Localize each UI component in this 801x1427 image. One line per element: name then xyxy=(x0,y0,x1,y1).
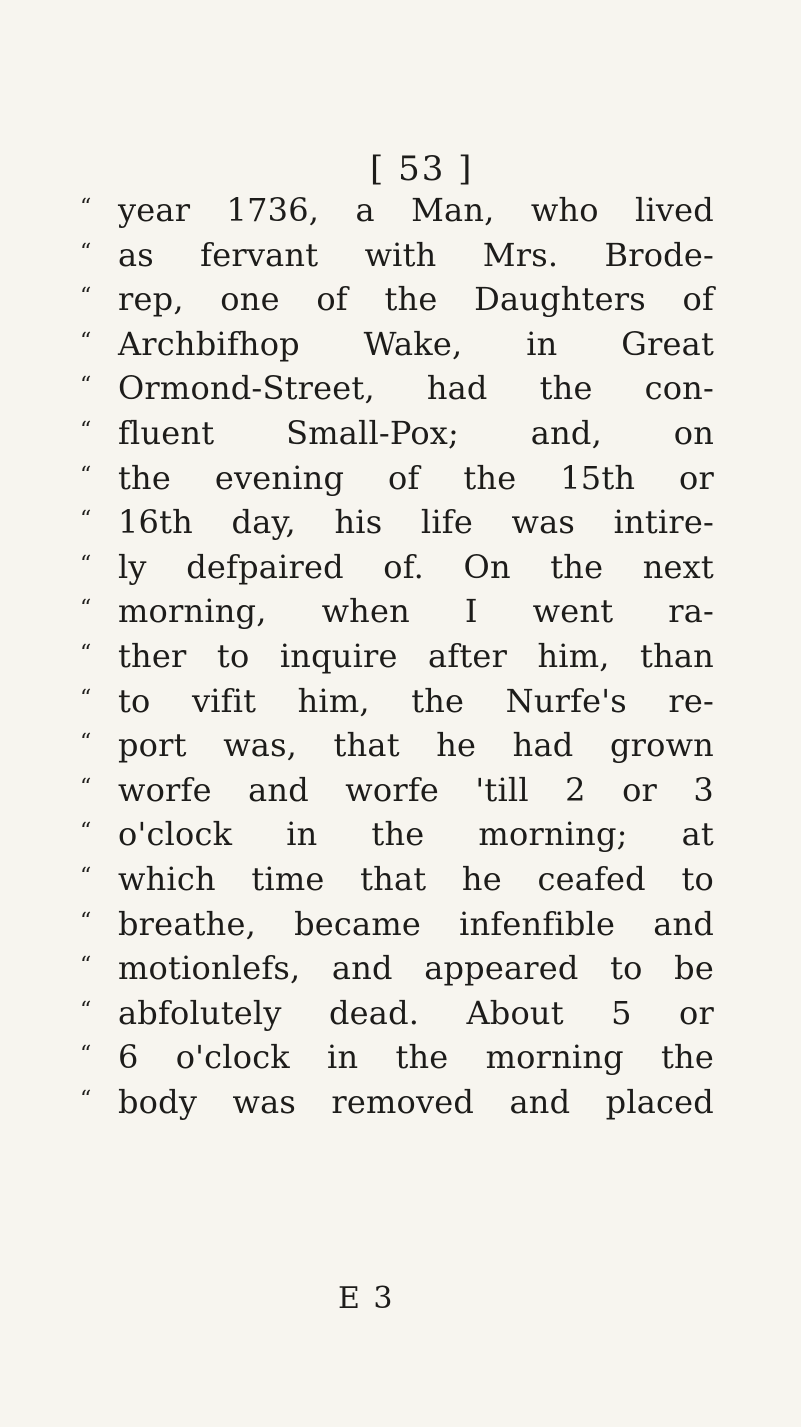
text-line xyxy=(80,1035,720,1080)
line-text: motionlefs, and appeared to be xyxy=(118,949,714,988)
text-line xyxy=(80,589,720,634)
line-text: 6 o'clock in the morning the xyxy=(118,1038,714,1077)
quote-mark: “ xyxy=(80,819,92,845)
quote-mark: “ xyxy=(80,997,92,1023)
quote-mark: “ xyxy=(80,239,92,265)
quote-mark: “ xyxy=(80,284,92,310)
line-text: abfolutely dead. About 5 or xyxy=(118,993,714,1032)
text-line xyxy=(80,634,720,679)
line-text: ly defpaired of. On the next xyxy=(118,547,714,586)
quote-mark: “ xyxy=(80,1086,92,1112)
quote-mark: “ xyxy=(80,1042,92,1068)
line-text: year 1736, a Man, who lived xyxy=(118,191,714,229)
quote-mark: “ xyxy=(80,195,92,220)
text-line xyxy=(80,902,720,947)
text-line xyxy=(80,456,720,501)
quote-mark: “ xyxy=(80,953,92,979)
line-text: body was removed and placed xyxy=(118,1082,714,1121)
text-line xyxy=(80,991,720,1036)
line-text: to vifit him, the Nurfe's re- xyxy=(118,681,714,720)
quote-mark: “ xyxy=(80,596,92,622)
quote-mark: “ xyxy=(80,640,92,666)
quote-mark: “ xyxy=(80,863,92,889)
line-text: o'clock in the morning; at xyxy=(118,815,714,854)
signature-mark: E 3 xyxy=(338,1281,395,1316)
text-line xyxy=(80,411,720,456)
line-text: Ormond-Street, had the con- xyxy=(118,369,714,408)
line-text: breathe, became infenfible and xyxy=(118,904,714,943)
line-text: which time that he ceafed to xyxy=(118,859,714,898)
quote-mark: “ xyxy=(80,507,92,533)
body-text xyxy=(80,188,720,1124)
text-line xyxy=(80,322,720,367)
line-text: rep, one of the Daughters of xyxy=(118,280,714,319)
line-text: fluent Small-Pox; and, on xyxy=(118,413,714,452)
text-line xyxy=(80,500,720,545)
line-text: port was, that he had grown xyxy=(118,726,714,765)
quote-mark: “ xyxy=(80,417,92,443)
line-text: as fervant with Mrs. Brode- xyxy=(118,235,714,274)
quote-mark: “ xyxy=(80,551,92,577)
quote-mark: “ xyxy=(80,328,92,354)
text-line xyxy=(80,188,720,233)
text-line xyxy=(80,768,720,813)
quote-mark: “ xyxy=(80,373,92,399)
text-line xyxy=(80,545,720,590)
quote-mark: “ xyxy=(80,774,92,800)
line-text: the evening of the 15th or xyxy=(118,458,714,497)
text-line xyxy=(80,233,720,278)
line-text: worfe and worfe 'till 2 or 3 xyxy=(118,770,714,809)
text-line xyxy=(80,946,720,991)
quote-mark: “ xyxy=(80,730,92,756)
text-line xyxy=(80,857,720,902)
line-text: 16th day, his life was intire- xyxy=(118,503,714,542)
text-line xyxy=(80,366,720,411)
page-number: [ 53 ] xyxy=(370,149,474,189)
text-line xyxy=(80,679,720,724)
text-line xyxy=(80,723,720,768)
text-line xyxy=(80,812,720,857)
quote-mark: “ xyxy=(80,462,92,488)
line-text: Archbifhop Wake, in Great xyxy=(118,324,714,363)
line-text: morning, when I went ra- xyxy=(118,592,714,631)
line-text: ther to inquire after him, than xyxy=(118,636,714,675)
quote-mark: “ xyxy=(80,685,92,711)
text-line xyxy=(80,277,720,322)
text-line xyxy=(80,1080,720,1125)
quote-mark: “ xyxy=(80,908,92,934)
